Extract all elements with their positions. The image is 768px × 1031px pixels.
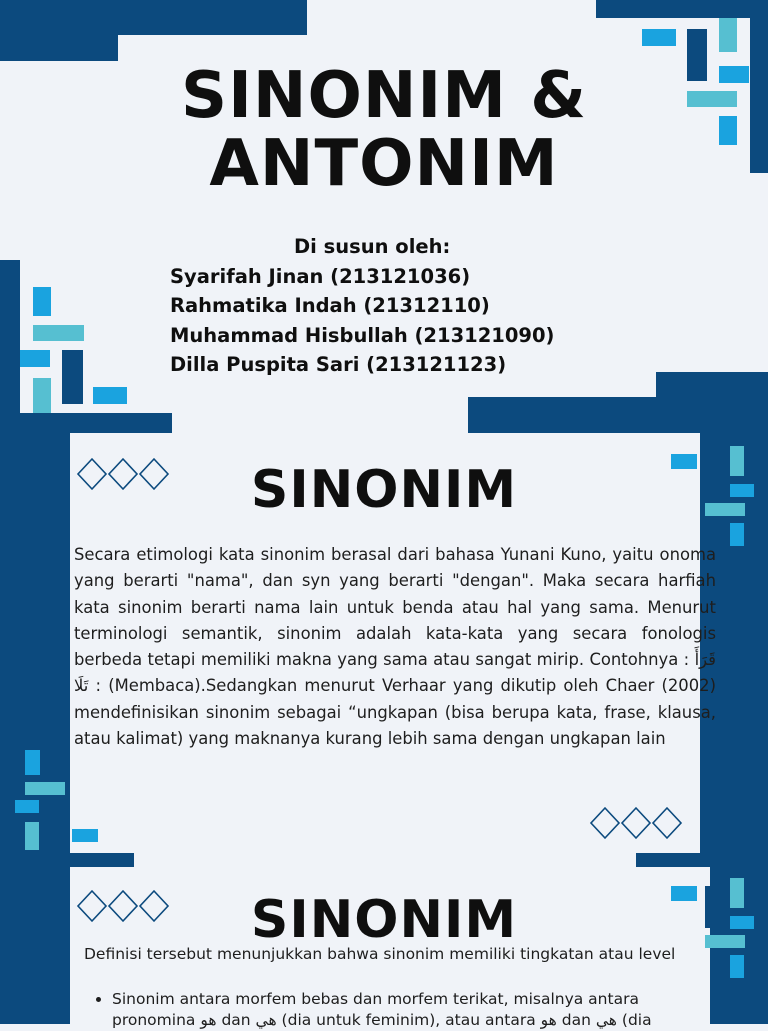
frame-tile [719,18,737,52]
frame-tile [25,822,39,850]
frame-bar [656,372,768,398]
frame-bar [468,397,768,433]
frame-bar [0,35,118,61]
frame-bar [0,853,134,867]
frame-bar [0,0,307,35]
section-intro: Definisi tersebut menunjukkan bahwa sinonim memiliki tingkatan atau level [84,945,676,963]
section-title: SINONIM [250,890,518,950]
frame-bar [636,853,768,867]
frame-tile [25,750,40,775]
frame-tile [33,325,84,341]
frame-tile [33,378,51,413]
frame-tile [93,387,127,404]
frame-tile [72,829,98,842]
frame-tile [642,29,676,46]
frame-bar [0,260,20,420]
frame-tile [25,782,65,795]
author-name: Muhammad Hisbullah (213121090) [170,323,555,347]
list-item: • Sinonim antara morfem bebas dan morfem terikat, misalnya antara pronomina هو dan هي (dia untuk feminim), atau antara هو dan هي (dia [112,989,712,1031]
author-name: Dilla Puspita Sari (213121123) [170,353,507,376]
frame-tile [15,800,39,813]
title-line-1: SINONIM & [180,59,588,133]
page-title [0,59,768,201]
section-title: SINONIM [250,460,518,520]
author-name: Syarifah Jinan (213121036) [170,264,471,288]
author-list [170,232,630,380]
frame-tile [33,287,51,316]
frame-tile [48,800,63,842]
author-lead: Di susun oleh: [294,235,451,258]
frame-tile [730,523,744,546]
frame-tile [730,955,744,978]
title-line-2: ANTONIM [209,127,559,201]
frame-tile [20,350,50,367]
bullet-list [94,989,712,1031]
frame-bar [596,0,768,18]
diamond-ornament [589,806,685,840]
frame-bar [0,413,172,433]
frame-tile [62,350,83,404]
author-name: Rahmatika Indah (21312110) [170,294,490,317]
section-body: Secara etimologi kata sinonim berasal dari bahasa Yunani Kuno, yaitu onoma yang berarti "nama", dan syn yang berarti "dengan". Maka secara harfiah kata sinonim berarti nama lain untuk benda atau hal yang sama. Menurut terminologi semantik, sinonim adalah kata-kata yang secara fonologis berbeda tetapi memiliki makna yang sama atau sangat mirip. Contohnya : قَرَأَ : تَلَا (Membaca).Sedangkan menurut Verhaar yang dikutip oleh Chaer (2002) mendefinisikan sinonim sebagai “ungkapan (bisa berupa kata, frase, klausa, atau kalimat) yang maknanya kurang lebih sama dengan ungkapan lain [74,545,716,749]
